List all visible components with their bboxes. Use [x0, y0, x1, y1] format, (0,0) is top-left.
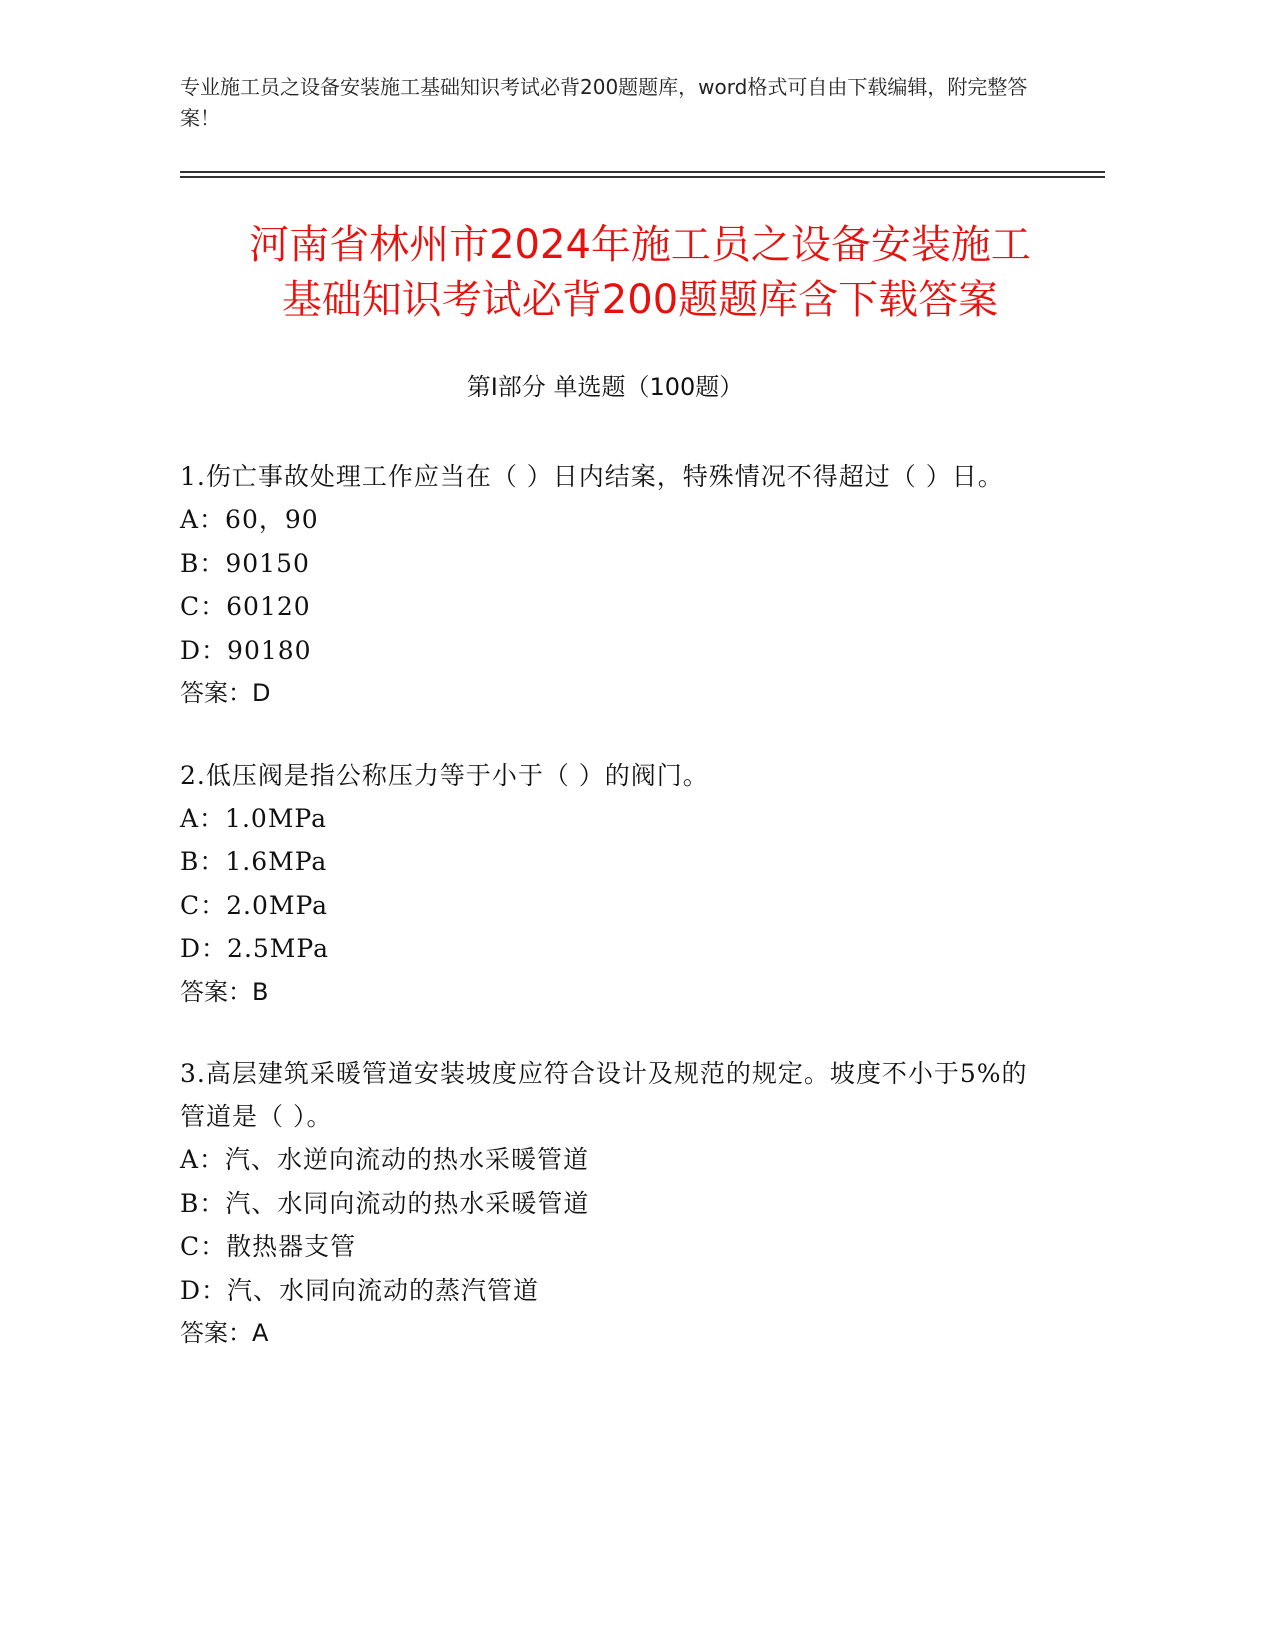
option-c: C：散热器支管: [180, 1232, 357, 1261]
option-b: B：90150: [180, 548, 310, 578]
section-title: 第Ⅰ部分 单选题（100题）: [466, 373, 744, 401]
header-note: 专业施工员之设备安装施工基础知识考试必背200题题库，word格式可自由下载编辑，附完整答案！: [180, 75, 1028, 130]
option-a: A：60，90: [180, 505, 319, 534]
option-b: B：汽、水同向流动的热水采暖管道: [180, 1188, 590, 1218]
option-a: A：1.0MPa: [180, 803, 328, 833]
question-text: 3.高层建筑采暖管道安装坡度应符合设计及规范的规定。坡度不小于5%的管道是（ ）。: [180, 1059, 1028, 1131]
option-d: D：汽、水同向流动的蒸汽管道: [180, 1275, 540, 1305]
header-divider-top: [180, 171, 1105, 173]
question-1: [180, 455, 1030, 716]
option-c: C：60120: [180, 592, 311, 621]
option-d: D：2.5MPa: [180, 934, 330, 963]
question-text: 1.伤亡事故处理工作应当在（ ）日内结案，特殊情况不得超过（ ）日。: [180, 462, 1004, 491]
question-list: [180, 455, 1030, 1394]
option-d: D：90180: [180, 635, 312, 665]
answer: 答案：A: [180, 1319, 269, 1347]
option-c: C：2.0MPa: [180, 890, 329, 920]
question-text: 2.低压阀是指公称压力等于小于（ ）的阀门。: [180, 760, 709, 790]
option-b: B：1.6MPa: [180, 847, 328, 876]
answer: 答案：B: [180, 977, 269, 1006]
title-line-1: 河南省林州市2024年施工员之设备安装施工: [249, 222, 1031, 268]
header-divider-bottom: [180, 176, 1105, 178]
option-a: A：汽、水逆向流动的热水采暖管道: [180, 1145, 590, 1174]
answer: 答案：D: [180, 679, 271, 707]
document-title: [140, 218, 1140, 328]
question-2: [180, 754, 1030, 1015]
question-3: [180, 1052, 1030, 1356]
title-line-2: 基础知识考试必背200题题库含下载答案: [281, 277, 999, 323]
